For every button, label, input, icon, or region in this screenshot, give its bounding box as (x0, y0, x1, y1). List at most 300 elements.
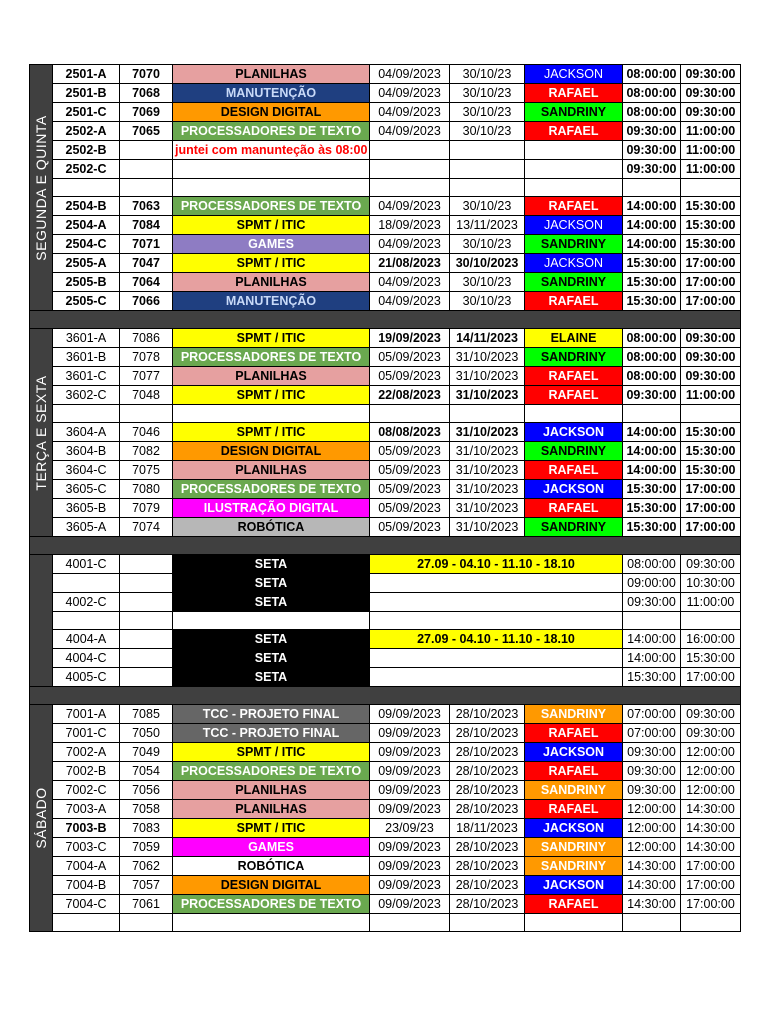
end-date: 31/10/2023 (450, 423, 525, 442)
section-separator (30, 311, 741, 329)
start-time: 14:00:00 (623, 423, 681, 442)
course-number: 7077 (120, 367, 173, 386)
end-date: 28/10/2023 (450, 838, 525, 857)
class-code: 7003-B (53, 819, 120, 838)
class-code: 2504-B (53, 197, 120, 216)
class-code: 4001-C (53, 555, 120, 574)
class-code: 4004-C (53, 649, 120, 668)
start-time: 09:30:00 (623, 762, 681, 781)
teacher-name: RAFAEL (525, 292, 623, 311)
course-number: 7079 (120, 499, 173, 518)
teacher-name: SANDRINY (525, 235, 623, 254)
start-time: 15:30:00 (623, 668, 681, 687)
course-name: SETA (173, 574, 370, 593)
table-row (30, 800, 741, 819)
teacher-name: JACKSON (525, 743, 623, 762)
table-row (30, 160, 741, 179)
start-date: 23/09/23 (370, 819, 450, 838)
course-number (120, 555, 173, 574)
start-time: 15:30:00 (623, 480, 681, 499)
start-date: 09/09/2023 (370, 838, 450, 857)
course-number: 7061 (120, 895, 173, 914)
class-code: 2504-C (53, 235, 120, 254)
start-time (623, 914, 681, 932)
end-time: 17:00:00 (681, 668, 741, 687)
table-row (30, 876, 741, 895)
end-date: 28/10/2023 (450, 800, 525, 819)
course-number (120, 612, 173, 630)
table-row (30, 612, 741, 630)
end-time: 15:30:00 (681, 461, 741, 480)
course-number (120, 141, 173, 160)
table-row (30, 235, 741, 254)
end-time: 17:00:00 (681, 499, 741, 518)
course-number: 7071 (120, 235, 173, 254)
teacher-name: JACKSON (525, 423, 623, 442)
start-time: 14:30:00 (623, 876, 681, 895)
start-time: 08:00:00 (623, 367, 681, 386)
table-row (30, 254, 741, 273)
teacher-name: RAFAEL (525, 895, 623, 914)
table-row (30, 329, 741, 348)
end-time: 11:00:00 (681, 160, 741, 179)
end-time: 17:00:00 (681, 876, 741, 895)
course-name: ROBÓTICA (173, 857, 370, 876)
table-row (30, 593, 741, 612)
class-code: 3601-C (53, 367, 120, 386)
course-name (173, 160, 370, 179)
course-name: PROCESSADORES DE TEXTO (173, 197, 370, 216)
course-name: PLANILHAS (173, 800, 370, 819)
class-code (53, 179, 120, 197)
course-name: PLANILHAS (173, 367, 370, 386)
class-code: 7003-A (53, 800, 120, 819)
table-row (30, 668, 741, 687)
end-time (681, 612, 741, 630)
course-name: SETA (173, 630, 370, 649)
teacher-name: JACKSON (525, 480, 623, 499)
start-date: 05/09/2023 (370, 348, 450, 367)
start-date: 09/09/2023 (370, 724, 450, 743)
end-time: 09:30:00 (681, 724, 741, 743)
end-time: 12:00:00 (681, 781, 741, 800)
table-row (30, 914, 741, 932)
teacher-name: RAFAEL (525, 367, 623, 386)
class-code: 2505-A (53, 254, 120, 273)
class-code: 7001-A (53, 705, 120, 724)
start-date (370, 160, 450, 179)
start-time: 08:00:00 (623, 84, 681, 103)
separator-cell (30, 311, 741, 329)
start-time: 14:00:00 (623, 197, 681, 216)
class-code (53, 574, 120, 593)
start-time: 12:00:00 (623, 838, 681, 857)
end-date: 28/10/2023 (450, 857, 525, 876)
end-time: 11:00:00 (681, 386, 741, 405)
start-time: 14:00:00 (623, 461, 681, 480)
start-date: 09/09/2023 (370, 857, 450, 876)
start-time (623, 179, 681, 197)
course-number: 7054 (120, 762, 173, 781)
class-code (53, 405, 120, 423)
start-time: 14:00:00 (623, 216, 681, 235)
start-date: 08/08/2023 (370, 423, 450, 442)
start-date: 05/09/2023 (370, 367, 450, 386)
dates-range: 27.09 - 04.10 - 11.10 - 18.10 (370, 630, 623, 649)
end-time (681, 405, 741, 423)
end-time: 09:30:00 (681, 329, 741, 348)
teacher-name: RAFAEL (525, 800, 623, 819)
class-code: 3605-C (53, 480, 120, 499)
start-time: 15:30:00 (623, 273, 681, 292)
start-time: 14:00:00 (623, 630, 681, 649)
table-row (30, 367, 741, 386)
start-time: 08:00:00 (623, 555, 681, 574)
end-time: 17:00:00 (681, 292, 741, 311)
table-row (30, 348, 741, 367)
class-code: 3604-C (53, 461, 120, 480)
section-separator (30, 687, 741, 705)
end-time: 11:00:00 (681, 122, 741, 141)
teacher-name: RAFAEL (525, 122, 623, 141)
end-time: 12:00:00 (681, 743, 741, 762)
course-number (120, 630, 173, 649)
table-row (30, 122, 741, 141)
end-date: 13/11/2023 (450, 216, 525, 235)
day-label (30, 555, 53, 687)
teacher-name: JACKSON (525, 216, 623, 235)
course-number (120, 405, 173, 423)
start-date: 04/09/2023 (370, 103, 450, 122)
course-number: 7074 (120, 518, 173, 537)
start-date: 05/09/2023 (370, 480, 450, 499)
teacher-name: ELAINE (525, 329, 623, 348)
teacher-name: RAFAEL (525, 197, 623, 216)
end-date (450, 160, 525, 179)
table-row (30, 518, 741, 537)
class-code: 2501-C (53, 103, 120, 122)
end-time: 17:00:00 (681, 480, 741, 499)
start-time: 15:30:00 (623, 518, 681, 537)
end-time: 11:00:00 (681, 593, 741, 612)
start-date: 04/09/2023 (370, 65, 450, 84)
start-date: 04/09/2023 (370, 84, 450, 103)
class-code: 3604-B (53, 442, 120, 461)
separator-cell (30, 687, 741, 705)
start-date: 04/09/2023 (370, 235, 450, 254)
course-name: MANUTENÇÃO (173, 84, 370, 103)
start-time: 14:00:00 (623, 442, 681, 461)
class-code: 3605-A (53, 518, 120, 537)
course-name: SPMT / ITIC (173, 216, 370, 235)
class-code: 7002-C (53, 781, 120, 800)
teacher-name (525, 405, 623, 423)
table-row (30, 781, 741, 800)
table-row (30, 103, 741, 122)
start-date: 04/09/2023 (370, 122, 450, 141)
start-time: 14:00:00 (623, 235, 681, 254)
start-time: 07:00:00 (623, 724, 681, 743)
course-number: 7070 (120, 65, 173, 84)
course-number: 7065 (120, 122, 173, 141)
end-date: 30/10/23 (450, 273, 525, 292)
start-time: 08:00:00 (623, 348, 681, 367)
table-row (30, 743, 741, 762)
class-code: 3605-B (53, 499, 120, 518)
section-separator (30, 537, 741, 555)
class-code: 2501-B (53, 84, 120, 103)
table-row (30, 819, 741, 838)
course-name: SPMT / ITIC (173, 254, 370, 273)
course-number (120, 649, 173, 668)
end-date: 14/11/2023 (450, 329, 525, 348)
course-name: PROCESSADORES DE TEXTO (173, 122, 370, 141)
table-row (30, 179, 741, 197)
start-date: 05/09/2023 (370, 499, 450, 518)
start-date: 09/09/2023 (370, 743, 450, 762)
table-row (30, 442, 741, 461)
end-date: 30/10/23 (450, 84, 525, 103)
course-number (120, 574, 173, 593)
start-time: 12:00:00 (623, 819, 681, 838)
course-number: 7085 (120, 705, 173, 724)
end-date (450, 141, 525, 160)
course-name: SPMT / ITIC (173, 743, 370, 762)
start-time: 09:30:00 (623, 593, 681, 612)
schedule-body (30, 65, 741, 932)
start-date: 09/09/2023 (370, 895, 450, 914)
end-time: 14:30:00 (681, 800, 741, 819)
dates-range (370, 574, 623, 593)
start-date: 09/09/2023 (370, 781, 450, 800)
day-label (30, 65, 53, 311)
end-date: 30/10/23 (450, 122, 525, 141)
course-number: 7048 (120, 386, 173, 405)
end-date: 28/10/2023 (450, 705, 525, 724)
table-row (30, 857, 741, 876)
day-label (30, 329, 53, 537)
course-name: PLANILHAS (173, 273, 370, 292)
end-time: 17:00:00 (681, 857, 741, 876)
table-row (30, 499, 741, 518)
course-name: MANUTENÇÃO (173, 292, 370, 311)
course-number: 7046 (120, 423, 173, 442)
class-code: 7004-B (53, 876, 120, 895)
course-number: 7066 (120, 292, 173, 311)
class-code: 2502-C (53, 160, 120, 179)
start-date: 04/09/2023 (370, 197, 450, 216)
teacher-name: RAFAEL (525, 762, 623, 781)
course-number: 7068 (120, 84, 173, 103)
day-label-text: SÁBADO (33, 787, 49, 849)
teacher-name: RAFAEL (525, 386, 623, 405)
start-time: 08:00:00 (623, 329, 681, 348)
start-time: 09:30:00 (623, 386, 681, 405)
teacher-name: SANDRINY (525, 273, 623, 292)
day-label (30, 705, 53, 932)
start-time: 15:30:00 (623, 292, 681, 311)
table-row (30, 574, 741, 593)
end-date: 31/10/2023 (450, 348, 525, 367)
start-time: 08:00:00 (623, 103, 681, 122)
table-row (30, 762, 741, 781)
course-name (173, 612, 370, 630)
day-label-text: SEGUNDA E QUINTA (33, 114, 49, 261)
start-date (370, 141, 450, 160)
teacher-name (525, 179, 623, 197)
class-code: 2502-B (53, 141, 120, 160)
end-time: 16:00:00 (681, 630, 741, 649)
class-code: 2504-A (53, 216, 120, 235)
dates-range (370, 593, 623, 612)
class-code: 7002-B (53, 762, 120, 781)
table-row (30, 461, 741, 480)
course-number: 7083 (120, 819, 173, 838)
course-number: 7084 (120, 216, 173, 235)
course-number (120, 179, 173, 197)
teacher-name: SANDRINY (525, 103, 623, 122)
class-code: 4005-C (53, 668, 120, 687)
course-number: 7058 (120, 800, 173, 819)
course-name: SETA (173, 668, 370, 687)
end-time: 09:30:00 (681, 103, 741, 122)
end-time: 14:30:00 (681, 838, 741, 857)
end-time: 09:30:00 (681, 555, 741, 574)
end-time: 17:00:00 (681, 273, 741, 292)
end-date: 28/10/2023 (450, 724, 525, 743)
end-time: 15:30:00 (681, 216, 741, 235)
teacher-name: JACKSON (525, 254, 623, 273)
table-row (30, 630, 741, 649)
course-name: ILUSTRAÇÃO DIGITAL (173, 499, 370, 518)
start-date: 05/09/2023 (370, 461, 450, 480)
end-date: 31/10/2023 (450, 480, 525, 499)
start-date: 09/09/2023 (370, 705, 450, 724)
start-time: 14:30:00 (623, 857, 681, 876)
end-time: 09:30:00 (681, 65, 741, 84)
end-date: 28/10/2023 (450, 743, 525, 762)
class-code: 2505-B (53, 273, 120, 292)
course-name: TCC - PROJETO FINAL (173, 724, 370, 743)
end-date (450, 405, 525, 423)
course-name: DESIGN DIGITAL (173, 442, 370, 461)
course-name: PLANILHAS (173, 65, 370, 84)
teacher-name: SANDRINY (525, 857, 623, 876)
end-time: 15:30:00 (681, 442, 741, 461)
course-name: SPMT / ITIC (173, 386, 370, 405)
table-row (30, 423, 741, 442)
end-time: 09:30:00 (681, 705, 741, 724)
start-date: 21/08/2023 (370, 254, 450, 273)
end-time: 17:00:00 (681, 518, 741, 537)
course-name: PROCESSADORES DE TEXTO (173, 762, 370, 781)
course-name: ROBÓTICA (173, 518, 370, 537)
course-number (120, 914, 173, 932)
end-date (450, 179, 525, 197)
course-name: SPMT / ITIC (173, 329, 370, 348)
end-time: 17:00:00 (681, 254, 741, 273)
course-name: GAMES (173, 838, 370, 857)
end-date: 31/10/2023 (450, 386, 525, 405)
course-number (120, 668, 173, 687)
start-date: 09/09/2023 (370, 800, 450, 819)
course-name: PROCESSADORES DE TEXTO (173, 895, 370, 914)
class-code: 3601-B (53, 348, 120, 367)
course-number: 7050 (120, 724, 173, 743)
start-date: 22/08/2023 (370, 386, 450, 405)
course-number: 7049 (120, 743, 173, 762)
course-number: 7062 (120, 857, 173, 876)
teacher-name: RAFAEL (525, 461, 623, 480)
start-time: 12:00:00 (623, 800, 681, 819)
class-code: 4004-A (53, 630, 120, 649)
end-time: 15:30:00 (681, 235, 741, 254)
start-time: 09:00:00 (623, 574, 681, 593)
course-number: 7059 (120, 838, 173, 857)
table-row (30, 273, 741, 292)
start-time: 15:30:00 (623, 254, 681, 273)
course-number: 7063 (120, 197, 173, 216)
class-code: 2502-A (53, 122, 120, 141)
class-code: 7002-A (53, 743, 120, 762)
end-time (681, 914, 741, 932)
start-time: 15:30:00 (623, 499, 681, 518)
course-name: DESIGN DIGITAL (173, 876, 370, 895)
course-name: SETA (173, 593, 370, 612)
table-row (30, 724, 741, 743)
end-time: 11:00:00 (681, 141, 741, 160)
course-number: 7078 (120, 348, 173, 367)
class-code: 7003-C (53, 838, 120, 857)
start-date: 05/09/2023 (370, 442, 450, 461)
teacher-name: RAFAEL (525, 724, 623, 743)
separator-cell (30, 537, 741, 555)
end-date: 31/10/2023 (450, 499, 525, 518)
end-date: 28/10/2023 (450, 876, 525, 895)
course-name: SETA (173, 555, 370, 574)
teacher-name (525, 141, 623, 160)
end-date: 31/10/2023 (450, 367, 525, 386)
end-time (681, 179, 741, 197)
table-row (30, 405, 741, 423)
table-row (30, 555, 741, 574)
end-time: 15:30:00 (681, 197, 741, 216)
end-time: 14:30:00 (681, 819, 741, 838)
course-number: 7080 (120, 480, 173, 499)
class-code (53, 914, 120, 932)
end-time: 09:30:00 (681, 84, 741, 103)
teacher-name: RAFAEL (525, 84, 623, 103)
teacher-name: JACKSON (525, 876, 623, 895)
table-row (30, 480, 741, 499)
course-number: 7082 (120, 442, 173, 461)
table-row (30, 705, 741, 724)
teacher-name: SANDRINY (525, 348, 623, 367)
teacher-name: SANDRINY (525, 838, 623, 857)
end-date: 31/10/2023 (450, 461, 525, 480)
end-date (450, 914, 525, 932)
course-number (120, 593, 173, 612)
start-time: 09:30:00 (623, 781, 681, 800)
start-time: 07:00:00 (623, 705, 681, 724)
class-code: 3604-A (53, 423, 120, 442)
end-date: 30/10/23 (450, 103, 525, 122)
class-code: 2505-C (53, 292, 120, 311)
teacher-name: RAFAEL (525, 499, 623, 518)
start-date: 05/09/2023 (370, 518, 450, 537)
class-code (53, 612, 120, 630)
table-row (30, 386, 741, 405)
